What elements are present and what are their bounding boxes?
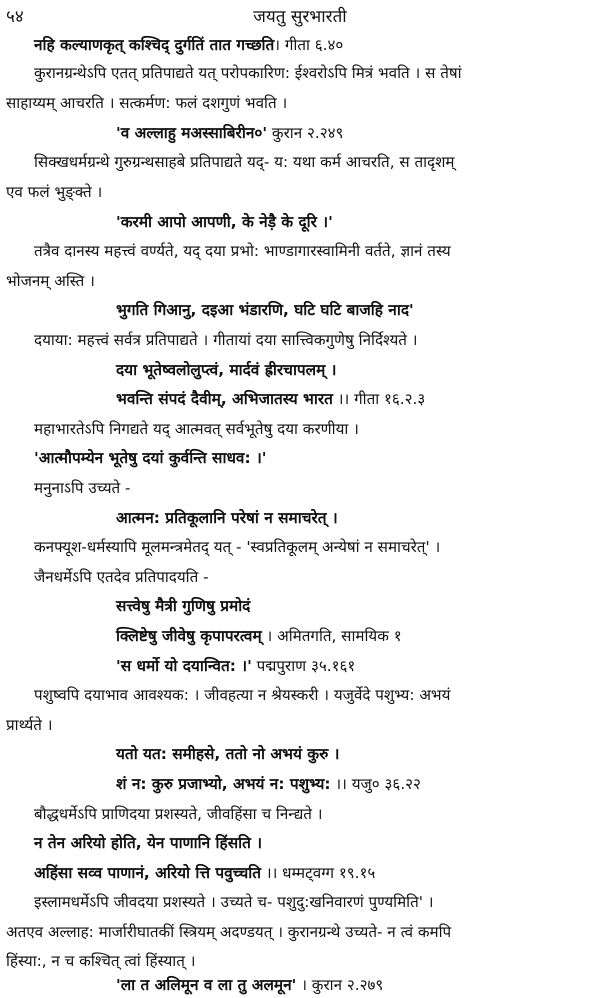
text-line: क्लिष्टेषु जीवेषु कृपापरत्वम् । अमितगति, सामयिक १	[116, 627, 402, 645]
text-line: दयाया: महत्त्वं सर्वत्र प्रतिपाद्यते । गीतायां दया सात्त्विकगुणेषु निर्दिश्यते ।	[34, 331, 418, 349]
text-line: मनुनाऽपि उच्यते -	[34, 479, 131, 497]
text-line: अतएव अल्लाह: मार्जारीघातकीं स्त्रियम् अदण्डयत् । कुरानग्रन्थे उच्यते- न त्वं कमपि	[6, 923, 452, 941]
text-line: 'करमी आपो आपणी, के नेड़ै के दूरि ।'	[116, 213, 333, 231]
text-line: 'स धर्मो यो दयान्वित: ।' पद्मपुराण ३५.१६१	[116, 657, 356, 675]
text-line: भुगति गिआनु, दइआ भंडारणि, घटि घटि बाजहि नाद'	[116, 301, 414, 319]
text-line: 'आत्मौपम्येन भूतेषु दयां कुर्वन्ति साधव: ।'	[34, 449, 267, 467]
text-line: आत्मन: प्रतिकूलानि परेषां न समाचरेत् ।	[116, 509, 338, 527]
text-line: सिक्खधर्मग्रन्थे गुरुग्रन्थसाहबे प्रतिपाद्यते यद्- य: यथा कर्म आचरति, स तादृशम्	[34, 153, 455, 171]
text-line: न तेन अरियो होति, येन पाणानि हिंसति ।	[34, 834, 263, 852]
text-line: जैनधर्मेऽपि एतदेव प्रतिपादयति -	[34, 568, 209, 586]
text-line: यतो यत: समीहसे, ततो नो अभयं कुरु ।	[116, 745, 340, 763]
text-line: तत्रैव दानस्य महत्त्वं वर्ण्यते, यद् दया प्रभो: भाण्डागारस्वामिनी वर्तते, ज्ञानं तस्य	[34, 242, 451, 260]
text-line: भवन्ति संपदं दैवीम्, अभिजातस्य भारत ।। गीता १६.२.३	[116, 390, 426, 408]
text-line: कुरानग्रन्थेऽपि एतत् प्रतिपाद्यते यत् परोपकारिण: ईश्वरोऽपि मित्रं भवति । स तेषां	[34, 64, 462, 82]
text-line: महाभारतेऽपि निगद्यते यद् आत्मवत् सर्वभूतेषु दया करणीया ।	[34, 420, 359, 438]
text-line: एव फलं भुङ्क्ते ।	[6, 183, 103, 201]
text-line: पशुष्वपि दयाभाव आवश्यक: । जीवहत्या न श्रेयस्करी । यजुर्वेदे पशुभ्य: अभयं	[34, 686, 451, 704]
text-line: 'व अल्लाहु मअस्साबिरीन०' कुरान २.२४९	[116, 124, 344, 142]
page-number: ५४	[6, 7, 24, 27]
text-line: कनफ्यूश-धर्मस्यापि मूलमन्त्रमेतद् यत् - 'स्वप्रतिकूलम् अन्येषां न समाचरेत्' ।	[34, 538, 441, 556]
text-line: 'ला त अलिमून व ला तु अलमून' । कुरान २.२७९	[116, 976, 384, 994]
text-line: सत्त्वेषु मैत्री गुणिषु प्रमोदं	[116, 597, 251, 615]
text-line: प्रार्थ्यते ।	[6, 716, 53, 734]
text-line: इस्लामधर्मेऽपि जीवदया प्रशस्यते । उच्यते च- पशुदु:खनिवारणं पुण्यमिति' ।	[34, 893, 434, 911]
text-line: अहिंसा सव्व पाणानं, अरियो त्ति पवुच्चति ।। धम्मट्वग्ग १९.१५	[34, 864, 376, 882]
running-title: जयतु सुरभारती	[253, 7, 347, 27]
text-line: साहाय्यम् आचरति । सत्कर्मण: फलं दशगुणं भवति ।	[6, 94, 288, 112]
text-line: भोजनम् अस्ति ।	[6, 272, 95, 290]
text-line: शं न: कुरु प्रजाभ्यो, अभयं न: पशुभ्य: ।। यजु० ३६.२२	[116, 775, 421, 793]
text-line: बौद्धधर्मेऽपि प्राणिदया प्रशस्यते, जीवहिंसा च निन्द्यते ।	[34, 805, 323, 823]
text-line: दया भूतेष्वलोलुप्त्वं, मार्दवं ह्रीरचापलम् ।	[116, 361, 337, 379]
text-line: हिंस्या:, न च कश्चित् त्वां हिंस्यात् ।	[6, 952, 196, 970]
text-line: नहि कल्याणकृत् कश्चिद् दुर्गतिं तात गच्छति। गीता ६.४०	[34, 36, 344, 54]
running-header	[0, 2, 600, 28]
